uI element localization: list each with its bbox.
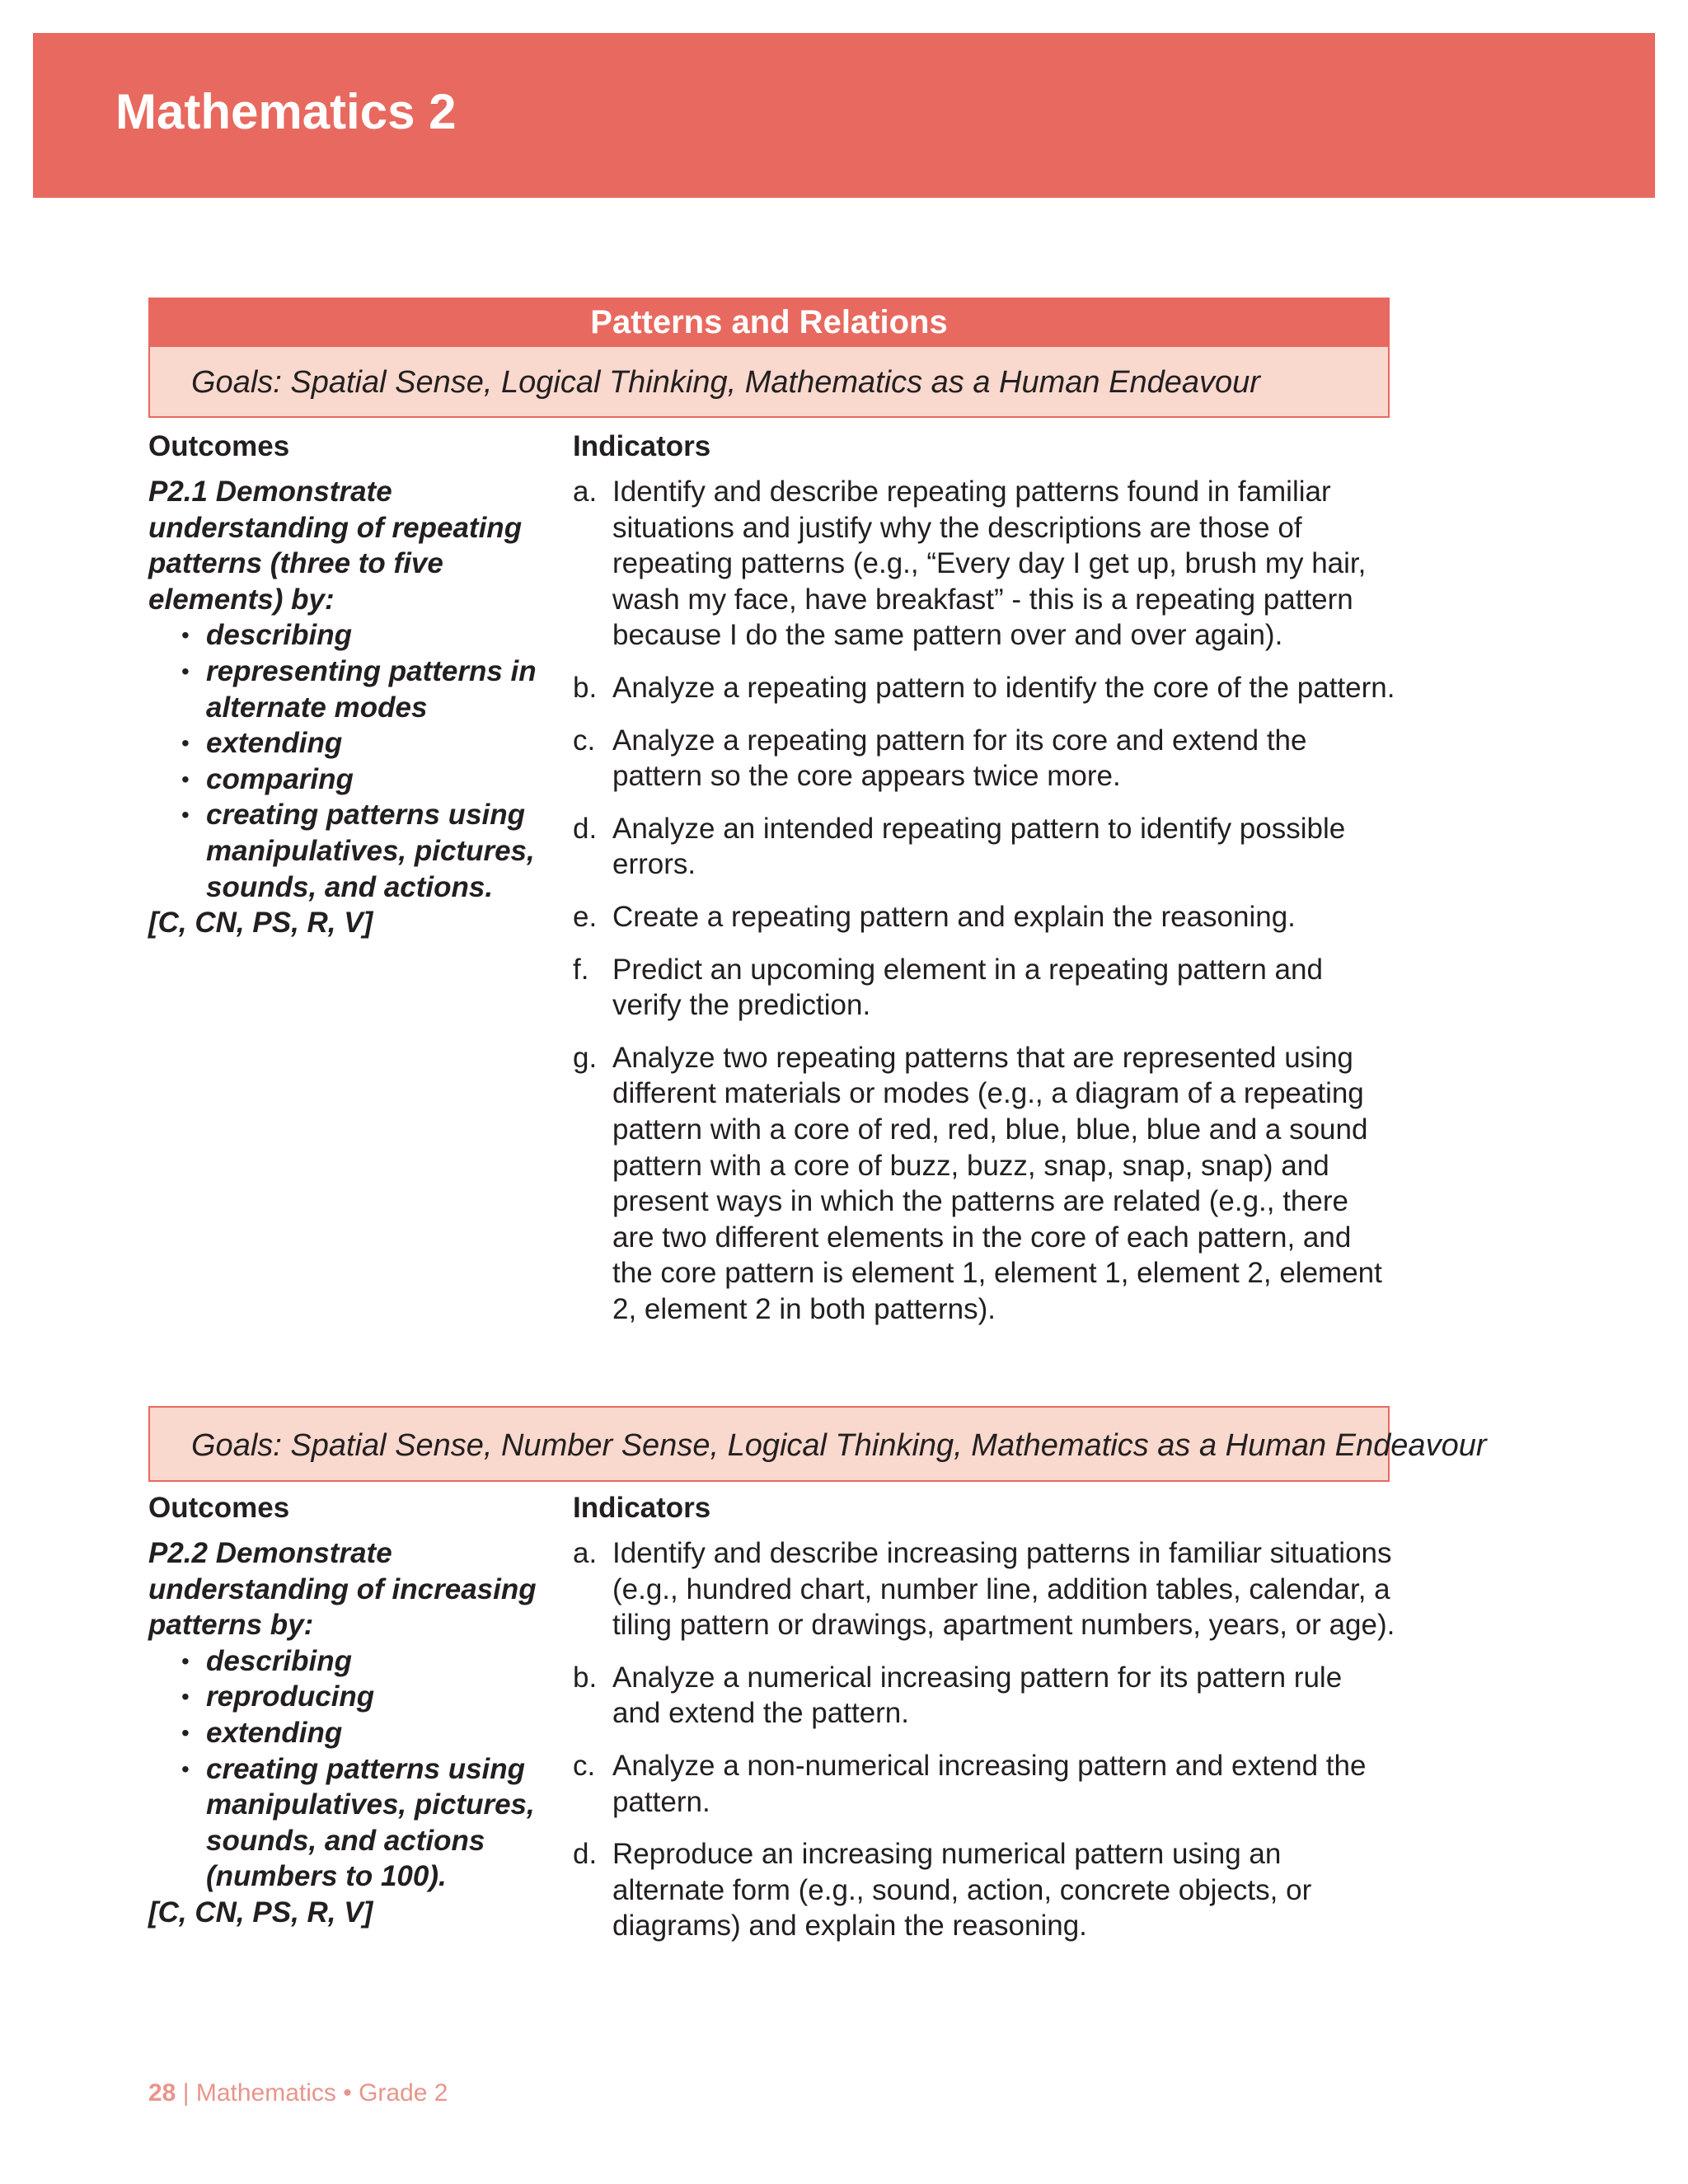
- indicator-item: [573, 1836, 1397, 1944]
- indicator-letter: c.: [573, 724, 596, 757]
- indicator-letter: d.: [573, 812, 598, 845]
- indicator-item: [573, 1535, 1397, 1643]
- indicator-text: Analyze a repeating pattern for its core and extend the pattern so the core appears twice more.: [612, 724, 1307, 793]
- indicator-letter: b.: [573, 671, 598, 704]
- outcome-bullet: • comparing: [206, 762, 544, 798]
- outcome-p2-2: [148, 1535, 544, 1931]
- indicator-text: Identify and describe increasing patterns in familiar situations (e.g., hundred chart, number line, addition tables, calendar, a tiling pattern or drawings, apartment numbers, years, or age).: [612, 1537, 1395, 1642]
- outcome-code: P2.2: [148, 1537, 208, 1569]
- outcome-bullet: • describing: [206, 617, 544, 654]
- indicator-item: [573, 1660, 1397, 1732]
- indicator-letter: c.: [573, 1749, 596, 1782]
- goals-box: Goals: Spatial Sense, Logical Thinking, Mathematics as a Human Endeavour: [148, 347, 1390, 418]
- indicator-item: [573, 723, 1397, 794]
- outcome-text: Demonstrate understanding of increasing patterns by:: [148, 1537, 537, 1642]
- indicator-item: [573, 811, 1397, 883]
- footer-text: Mathematics • Grade 2: [195, 2079, 448, 2107]
- indicator-item: [573, 952, 1397, 1024]
- outcome-tags: [C, CN, PS, R, V]: [148, 907, 373, 940]
- indicator-letter: e.: [573, 900, 598, 933]
- indicator-text: Analyze two repeating patterns that are represented using different materials or modes (e.g., a diagram of a repeating pattern with a core of red, red, blue, blue, blue and a sound pattern with a core of buzz, buzz, snap, snap, snap) and present ways in which the patterns are related (e.g., there are two different elements in the core of each pattern, and the core pattern is element 1, element 1, element 2, element 2, element 2 in both patterns).: [612, 1041, 1382, 1325]
- outcome-tags: [C, CN, PS, R, V]: [148, 1896, 373, 1929]
- outcome-bullet: • extending: [206, 1715, 544, 1751]
- indicators-list: [573, 474, 1397, 1343]
- indicator-item: [573, 1040, 1397, 1328]
- outcome-text: Demonstrate understanding of repeating patterns (three to five elements) by:: [148, 476, 523, 616]
- indicator-text: Predict an upcoming element in a repeating pattern and verify the prediction.: [612, 953, 1323, 1022]
- indicator-letter: d.: [573, 1838, 598, 1871]
- indicator-text: Create a repeating pattern and explain the reasoning.: [612, 900, 1296, 933]
- outcome-bullet: • creating patterns using manipulatives, pictures, sounds, and actions.: [206, 797, 544, 905]
- indicator-letter: g.: [573, 1041, 598, 1074]
- indicator-item: [573, 1748, 1397, 1820]
- indicator-text: Analyze a numerical increasing pattern for its pattern rule and extend the pattern.: [612, 1661, 1343, 1730]
- indicator-text: Analyze a repeating pattern to identify the core of the pattern.: [612, 671, 1395, 704]
- indicator-text: Analyze a non-numerical increasing pattern and extend the pattern.: [612, 1749, 1367, 1818]
- indicator-item: [573, 899, 1397, 935]
- outcome-bullet: • describing: [206, 1643, 544, 1680]
- outcomes-heading: Outcomes: [148, 1492, 290, 1524]
- indicators-list: [573, 1535, 1397, 1961]
- outcome-bullet: • reproducing: [206, 1679, 544, 1715]
- indicator-letter: a.: [573, 476, 598, 508]
- indicator-text: Analyze an intended repeating pattern to identify possible errors.: [612, 812, 1346, 881]
- indicator-item: [573, 474, 1397, 654]
- section-title: Patterns and Relations: [148, 298, 1390, 347]
- outcome-bullets: [148, 617, 544, 905]
- indicator-letter: a.: [573, 1537, 598, 1569]
- page-footer: [148, 2077, 448, 2110]
- page-number: 28: [148, 2079, 176, 2107]
- indicators-heading: Indicators: [573, 1492, 711, 1524]
- indicator-item: [573, 670, 1397, 706]
- outcome-code: P2.1: [148, 476, 208, 508]
- footer-separator: |: [182, 2079, 190, 2107]
- outcomes-heading: Outcomes: [148, 430, 290, 462]
- outcome-bullets: [148, 1643, 544, 1895]
- indicator-letter: b.: [573, 1661, 598, 1694]
- indicators-heading: Indicators: [573, 430, 711, 462]
- outcome-bullet: • extending: [206, 725, 544, 762]
- goals-box: Goals: Spatial Sense, Number Sense, Logical Thinking, Mathematics as a Human Endeavour: [148, 1406, 1390, 1482]
- outcome-p2-1: [148, 474, 544, 941]
- page-title: Mathematics 2: [115, 84, 457, 139]
- outcome-bullet: • creating patterns using manipulatives, pictures, sounds, and actions (numbers to 100).: [206, 1751, 544, 1895]
- outcome-bullet: • representing patterns in alternate modes: [206, 654, 544, 725]
- indicator-text: Reproduce an increasing numerical pattern using an alternate form (e.g., sound, action, concrete objects, or diagrams) and explain the reasoning.: [612, 1838, 1312, 1943]
- indicator-text: Identify and describe repeating patterns found in familiar situations and justify why the descriptions are those of repeating patterns (e.g., “Every day I get up, brush my hair, wash my face, have breakfast” - this is a repeating pattern because I do the same pattern over and over again).: [612, 476, 1367, 652]
- indicator-letter: f.: [573, 953, 589, 986]
